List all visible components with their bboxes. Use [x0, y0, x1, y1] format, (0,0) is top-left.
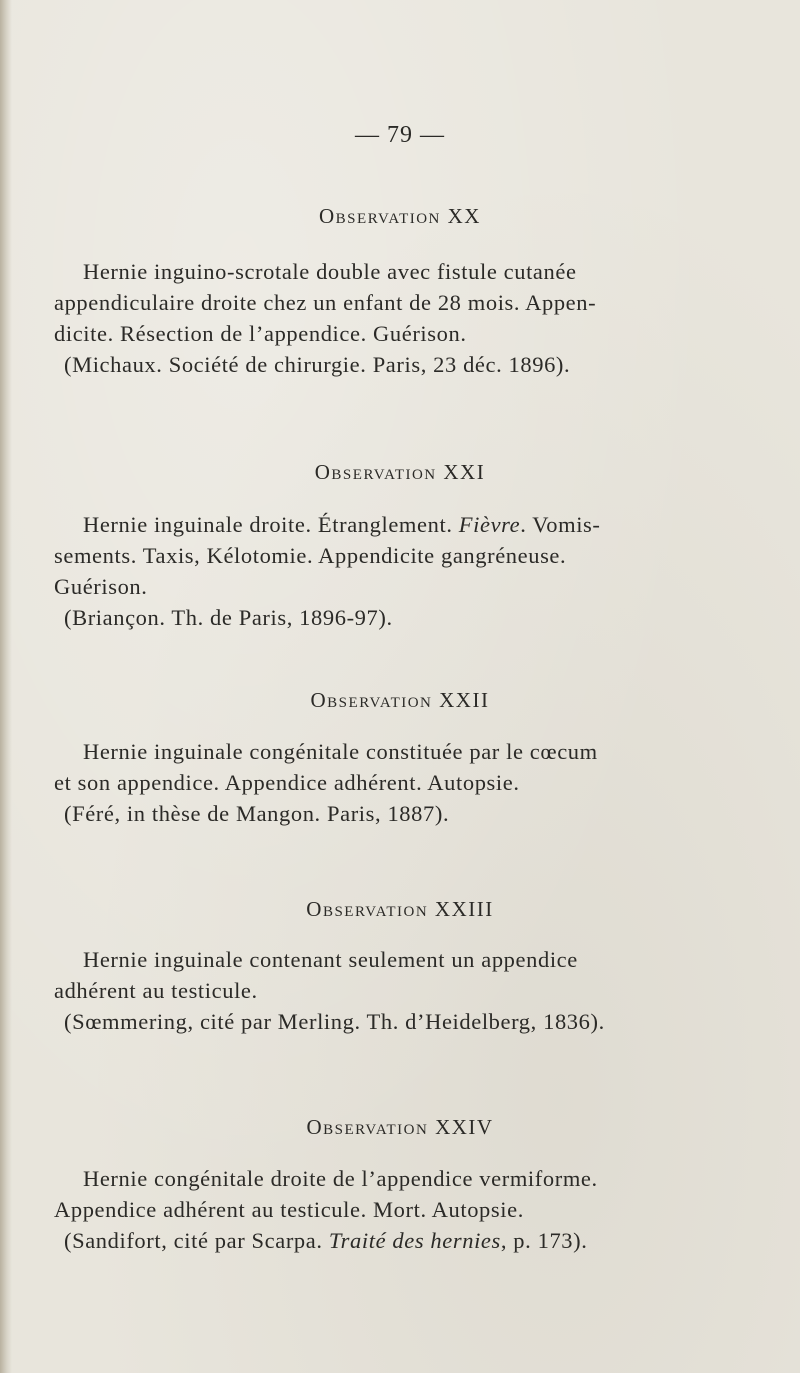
text-fragment: (Sandifort, cité par Scarpa.	[64, 1228, 329, 1253]
observation-heading	[0, 1115, 800, 1140]
italic-term: Fièvre	[458, 512, 521, 537]
observation-numeral: XX	[447, 204, 481, 228]
text-fragment: , p. 173).	[500, 1228, 588, 1253]
observation-label: Observation	[319, 204, 441, 228]
text-fragment: Hernie inguinale droite. Étranglement.	[83, 512, 459, 537]
text-line: et son appendice. Appendice adhérent. Autopsie.	[54, 770, 520, 795]
observation-numeral: XXIV	[435, 1115, 494, 1139]
text-fragment: . Vomis-	[520, 512, 601, 537]
observation-numeral: XXIII	[434, 897, 494, 921]
observation-text	[54, 1163, 744, 1256]
observation-xxiv	[0, 1115, 800, 1253]
text-line: adhérent au testicule.	[54, 978, 258, 1003]
page-number: — 79 —	[355, 122, 445, 148]
observation-text	[54, 256, 744, 380]
observation-numeral: XXI	[443, 460, 486, 484]
citation	[54, 1225, 744, 1256]
observation-xx	[0, 204, 800, 377]
text-line: Hernie inguino-scrotale double avec fistule cutanée	[83, 259, 577, 284]
observation-xxii	[0, 688, 800, 826]
text-line: Hernie inguinale congénitale constituée par le cœcum	[83, 739, 598, 764]
text-line: dicite. Résection de l’appendice. Guérison.	[54, 321, 467, 346]
observation-xxiii	[0, 897, 800, 1034]
text-line	[54, 509, 744, 540]
observation-label: Observation	[314, 460, 437, 484]
observation-heading	[0, 460, 800, 485]
text-line: Guérison.	[54, 574, 148, 599]
observation-text	[54, 736, 744, 829]
text-line: Appendice adhérent au testicule. Mort. Autopsie.	[54, 1197, 524, 1222]
text-line: Hernie inguinale contenant seulement un appendice	[83, 947, 578, 972]
citation: (Briançon. Th. de Paris, 1896-97).	[64, 605, 393, 630]
observation-label: Observation	[306, 897, 429, 921]
observation-label: Observation	[310, 688, 433, 712]
citation: (Michaux. Société de chirurgie. Paris, 23 déc. 1896).	[64, 352, 571, 377]
observation-heading	[0, 204, 800, 229]
text-line: Hernie congénitale droite de l’appendice vermiforme.	[83, 1166, 598, 1191]
italic-title: Traité des hernies	[328, 1228, 501, 1253]
observation-xxi	[0, 460, 800, 630]
observation-text	[54, 509, 744, 633]
observation-text	[54, 944, 744, 1037]
observation-heading	[0, 688, 800, 713]
citation: (Sœmmering, cité par Merling. Th. d’Heidelberg, 1836).	[64, 1009, 605, 1034]
text-line: sements. Taxis, Kélotomie. Appendicite gangréneuse.	[54, 543, 567, 568]
citation: (Féré, in thèse de Mangon. Paris, 1887).	[64, 801, 450, 826]
observation-heading	[0, 897, 800, 922]
observation-numeral: XXII	[439, 688, 490, 712]
text-line: appendiculaire droite chez un enfant de 28 mois. Appen-	[54, 290, 597, 315]
observation-label: Observation	[306, 1115, 429, 1139]
